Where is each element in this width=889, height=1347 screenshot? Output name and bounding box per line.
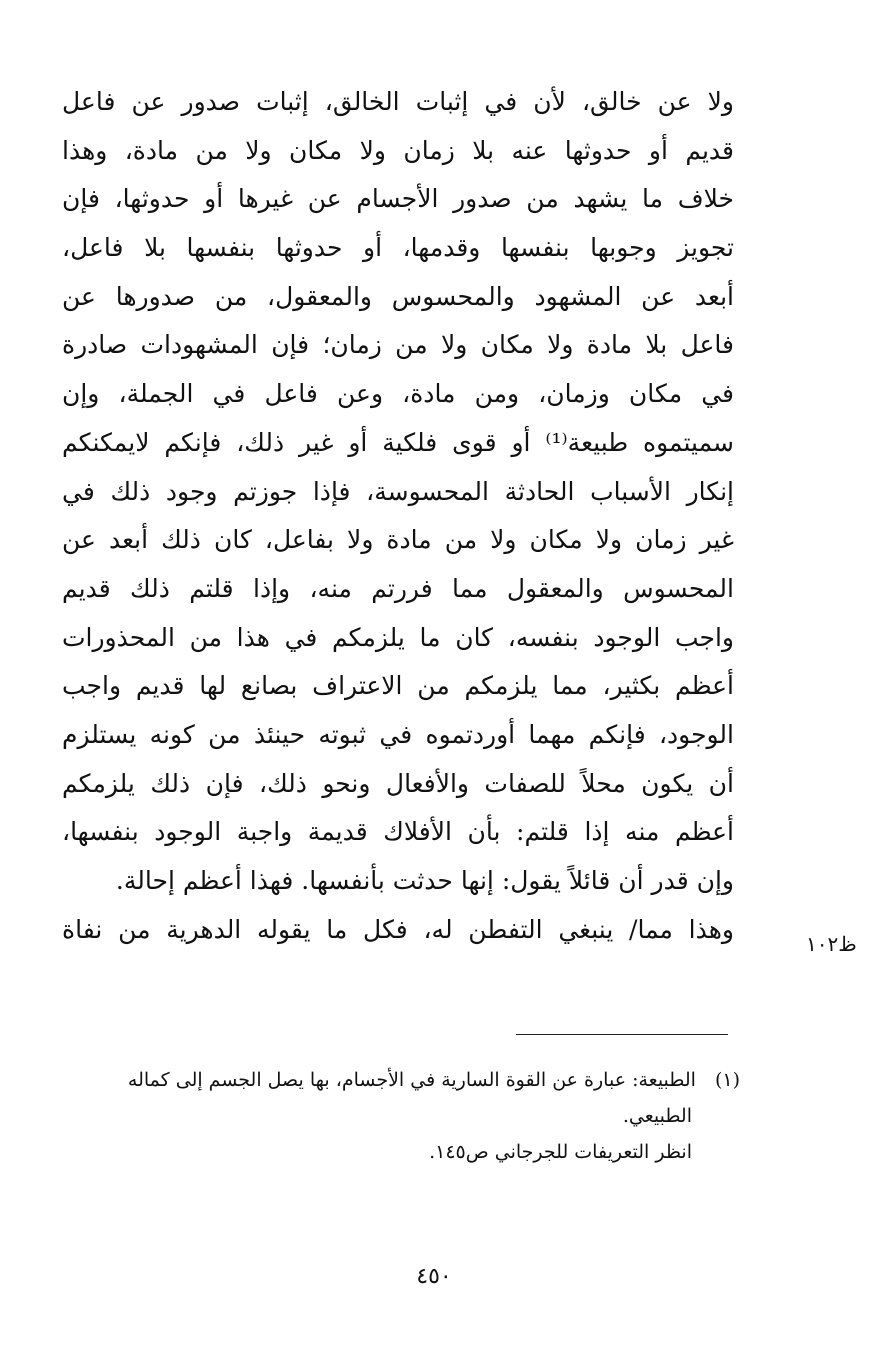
footnote-reference: انظر التعريفات للجرجاني ص١٤٥. [429,1141,692,1163]
footnote-marker: (١) [714,1069,740,1091]
text-line: أبعد عن المشهود والمحسوس والمعقول، من صدورها عن [62,281,734,311]
text-line: وإن قدر أن قائلاً يقول: إنها حدثت بأنفسها. فهذا أعظم إحالة. [115,866,734,895]
text-line: في مكان وزمان، ومن مادة، وعن فاعل في الجملة، وإن [62,379,734,409]
text-line: واجب الوجود بنفسه، كان ما يلزمكم في هذا من المحذورات [62,622,734,652]
footnote-text: الطبيعة: عبارة عن القوة السارية في الأجسام، بها يصل الجسم إلى كماله [127,1069,696,1091]
text-line: أعظم بكثير، مما يلزمكم من الاعتراف بصانع لها قديم واجب [62,671,734,701]
footnote-separator [516,1034,728,1035]
text-line: خلاف ما يشهد من صدور الأجسام عن غيرها أو حدوثها، فإن [62,184,734,214]
text-line: أن يكون محلاً للصفات والأفعال ونحو ذلك، فإن ذلك يلزمكم [62,768,734,798]
footnote-line [60,1062,740,1098]
text-line: إنكار الأسباب الحادثة المحسوسة، فإذا جوزتم وجود ذلك في [62,476,734,506]
manuscript-folio-marker: ظ١٠٢ [806,932,857,956]
text-line: الوجود، فإنكم مهما أوردتموه في ثبوته حينئذ من كونه يستلزم [62,719,734,749]
footnote-line [60,1098,740,1134]
text-line: وهذا مما/ ينبغي التفطن له، فكل ما يقوله الدهرية من نفاة [62,914,734,944]
text-line: المحسوس والمعقول مما فررتم منه، وإذا قلتم ذلك قديم [62,573,734,603]
footnote-text: الطبيعي. [622,1105,692,1127]
text-line: سميتموه طبيعة⁽¹⁾ أو قوى فلكية أو غير ذلك، فإنكم لايمكنكم [62,427,734,457]
text-line: غير زمان ولا مكان ولا من مادة ولا بفاعل، كان ذلك أبعد عن [62,525,734,555]
text-line: تجويز وجوبها بنفسها وقدمها، أو حدوثها بنفسها بلا فاعل، [62,233,734,263]
footnote-line [60,1134,740,1170]
text-line: فاعل بلا مادة ولا مكان ولا من زمان؛ فإن المشهودات صادرة [62,330,734,360]
text-line: قديم أو حدوثها عنه بلا زمان ولا مكان ولا من مادة، وهذا [62,135,734,165]
footnotes-block [60,1062,740,1170]
text-line: أعظم منه إذا قلتم: بأن الأفلاك قديمة واجبة الوجود بنفسها، [62,817,734,847]
main-text-block [62,78,734,954]
page-number: ٤٥٠ [416,1264,452,1289]
text-line: ولا عن خالق، لأن في إثبات الخالق، إثبات صدور عن فاعل [62,87,734,116]
